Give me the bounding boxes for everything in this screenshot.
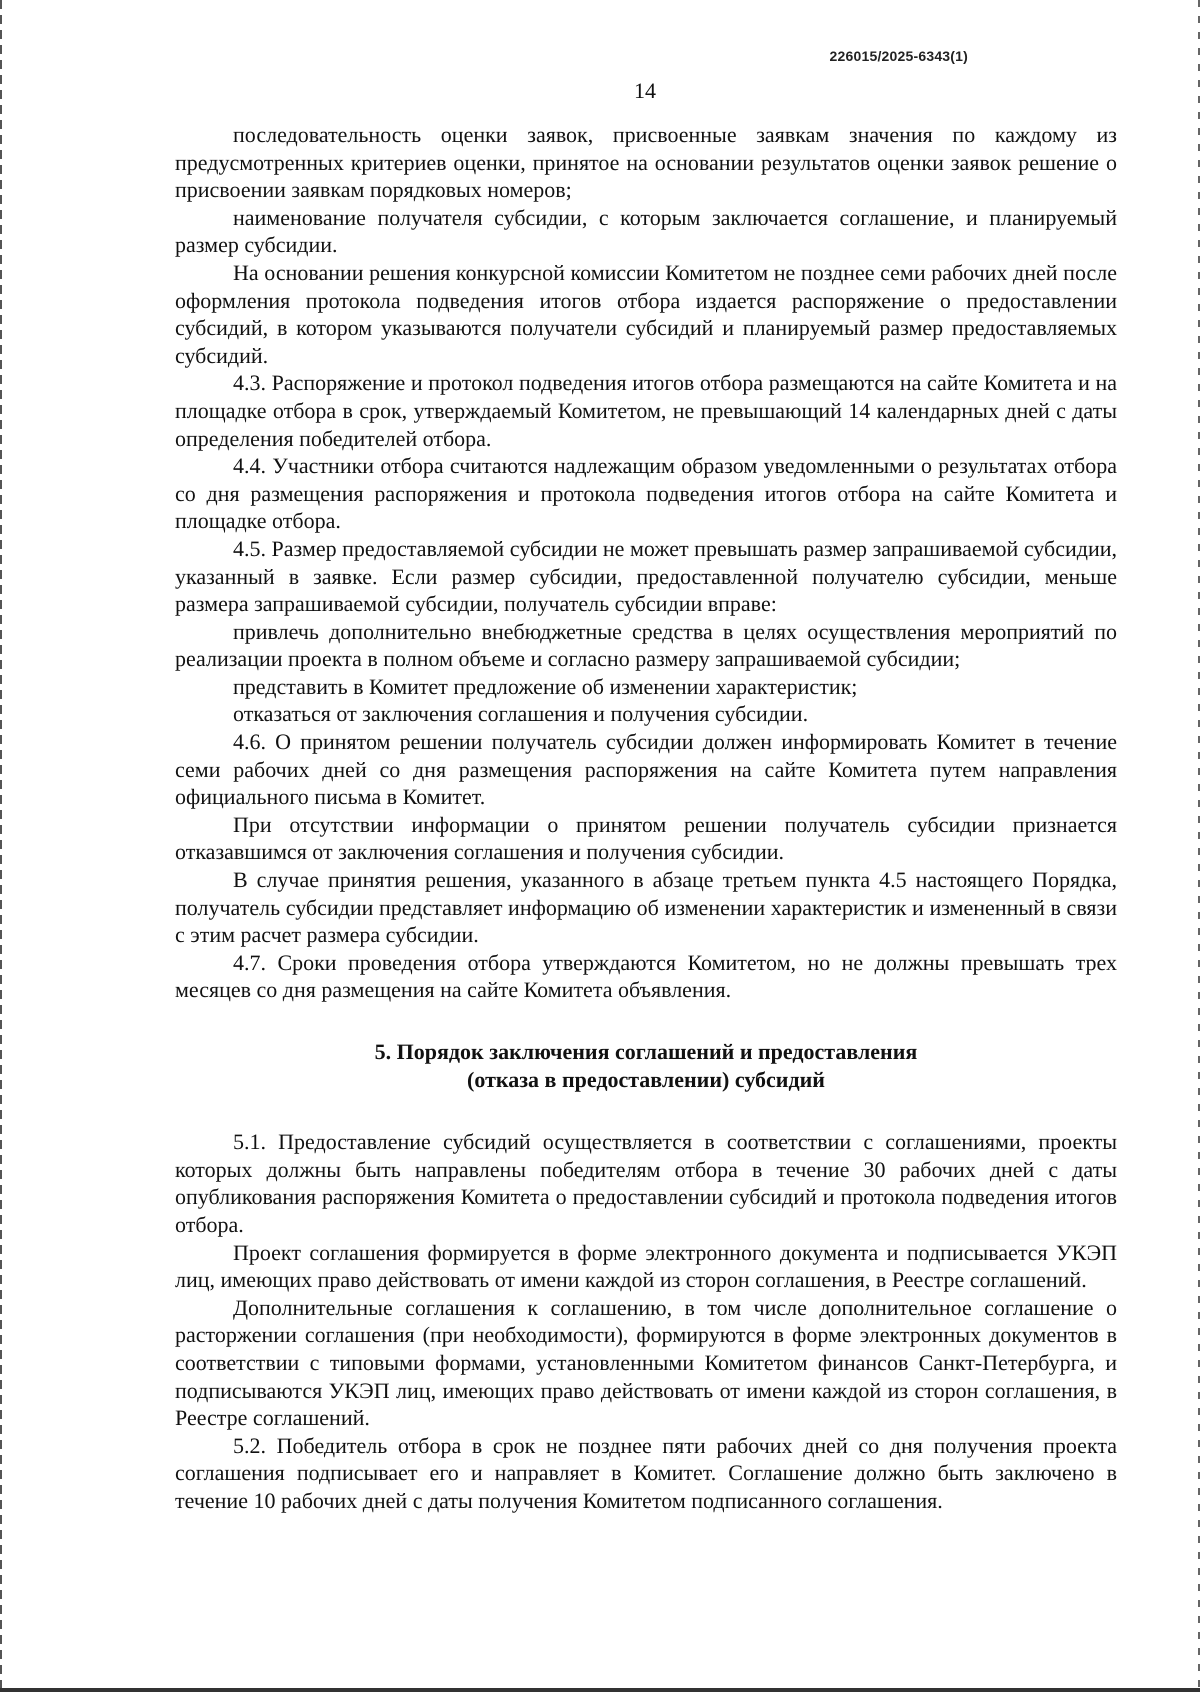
paragraph: На основании решения конкурсной комиссии Комитетом не позднее семи рабочих дней после оформления протокола подведения итогов отбора издается распоряжение о предоставлении субсидий, в котором указываются получатели субсидий и планируемый размер предоставляемых субсидий. <box>175 259 1117 368</box>
clause-4-4: 4.4. Участники отбора считаются надлежащим образом уведомленными о результатах отбора со дня размещения распоряжения и протокола подведения итогов отбора на сайте Комитета и площадке отбора. <box>175 453 1117 534</box>
clause-4-3: 4.3. Распоряжение и протокол подведения итогов отбора размещаются на сайте Комитета и на площадке отбора в срок, утверждаемый Комитетом, не превышающий 14 календарных дней с даты определения победителей отбора. <box>175 370 1117 451</box>
clause-5-1: 5.1. Предоставление субсидий осуществляется в соответствии с соглашениями, проекты которых должны быть направлены победителям отбора в течение 30 рабочих дней с даты опубликования распоряжения Комитета о предоставлении субсидий и протокола подведения итогов отбора. <box>175 1129 1117 1237</box>
paragraph: привлечь дополнительно внебюджетные средства в целях осуществления мероприятий по реализации проекта в полном объеме и согласно размеру запрашиваемой субсидии; <box>175 618 1117 672</box>
paragraph: последовательность оценки заявок, присвоенные заявкам значения по каждому из предусмотренных критериев оценки, принятое на основании результатов оценки заявок решение о присвоении заявкам порядковых номеров; <box>175 122 1117 203</box>
section-heading-line: (отказа в предоставлении) субсидий <box>467 1066 825 1092</box>
document-registration-number: 226015/2025-6343(1) <box>829 48 968 64</box>
clause-4-7: 4.7. Сроки проведения отбора утверждаются Комитетом, но не должны превышать трех месяцев со дня размещения на сайте Комитета объявления. <box>175 949 1117 1003</box>
paragraph: При отсутствии информации о принятом решении получатель субсидии признается отказавшимся от заключения соглашения и получения субсидии. <box>175 811 1117 865</box>
clause-5-2: 5.2. Победитель отбора в срок не позднее пяти рабочих дней со дня получения проекта соглашения подписывает его и направляет в Комитет. Соглашение должно быть заключено в течение 10 рабочих дней с даты получения Комитетом подписанного соглашения. <box>175 1432 1117 1513</box>
paragraph: отказаться от заключения соглашения и получения субсидии. <box>233 701 809 727</box>
document-body <box>175 121 1117 1515</box>
paragraph: представить в Комитет предложение об изменении характеристик; <box>233 673 858 699</box>
paragraph: наименование получателя субсидии, с которым заключается соглашение, и планируемый размер субсидии. <box>175 204 1117 258</box>
clause-4-6: 4.6. О принятом решении получатель субсидии должен информировать Комитет в течение семи рабочих дней со дня размещения распоряжения на сайте Комитета путем направления официального письма в Комитет. <box>175 729 1117 810</box>
page-number: 14 <box>634 78 656 103</box>
section-heading-line: 5. Порядок заключения соглашений и предоставления <box>374 1039 918 1064</box>
clause-4-5: 4.5. Размер предоставляемой субсидии не может превышать размер запрашиваемой субсидии, указанный в заявке. Если размер субсидии, предоставленной получателю субсидии, меньше размера запрашиваемой субсидии, получатель субсидии вправе: <box>175 535 1117 617</box>
scan-bottom-edge <box>0 1688 1200 1692</box>
paragraph: Дополнительные соглашения к соглашению, в том числе дополнительное соглашение о расторжении соглашения (при необходимости), формируются в форме электронных документов в соответствии с типовыми формами, установленными Комитетом финансов Санкт-Петербурга, и подписываются УКЭП лиц, имеющих право действовать от имени каждой из сторон соглашения, в Реестре соглашений. <box>175 1294 1117 1431</box>
scan-left-edge <box>0 0 2 1692</box>
paragraph: В случае принятия решения, указанного в абзаце третьем пункта 4.5 настоящего Порядка, получатель субсидии представляет информацию об изменении характеристик и измененный в связи с этим расчет размера субсидии. <box>175 867 1117 948</box>
paragraph: Проект соглашения формируется в форме электронного документа и подписывается УКЭП лиц, имеющих право действовать от имени каждой из сторон соглашения, в Реестре соглашений. <box>175 1239 1117 1293</box>
section-5-heading <box>175 1038 1117 1093</box>
